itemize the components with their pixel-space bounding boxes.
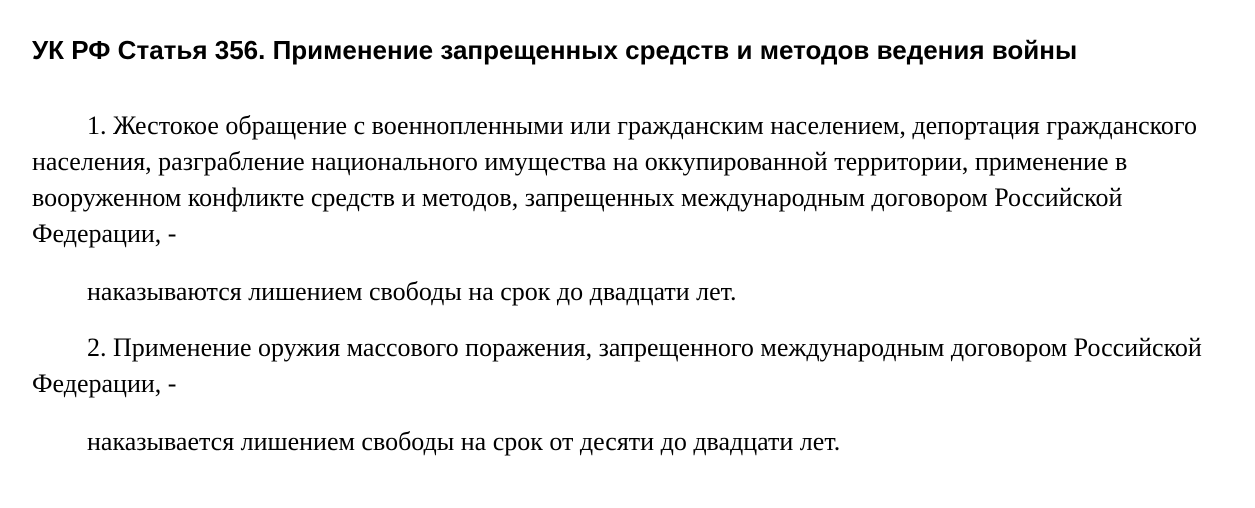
paragraph-penalty-1: наказываются лишением свободы на срок до двадцати лет.: [87, 277, 737, 306]
paragraph-penalty-2: наказывается лишением свободы на срок от десяти до двадцати лет.: [87, 427, 841, 456]
paragraph-part-1: 1. Жестокое обращение с военнопленными или гражданским населением, депортация гражданского населения, разграбление национального имущества на оккупированной территории, применение в вооруженном конфликте средств и методов, запрещенных международным договором Российской Федерации, -: [32, 111, 1197, 248]
article-title: УК РФ Статья 356. Применение запрещенных средств и методов ведения войны: [32, 35, 1078, 65]
document: [32, 30, 1244, 460]
paragraph-part-2: 2. Применение оружия массового поражения, запрещенного международным договором Российской Федерации, -: [32, 333, 1202, 398]
